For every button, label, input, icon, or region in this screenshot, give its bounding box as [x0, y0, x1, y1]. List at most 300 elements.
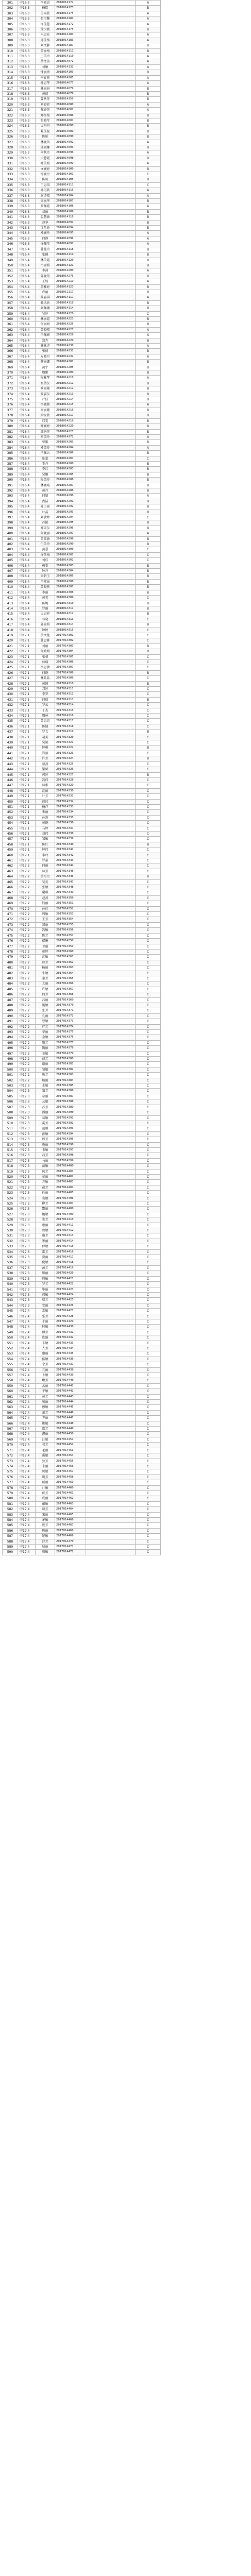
grade-cell: C: [136, 1357, 161, 1362]
student-id-cell: 2017014417: [55, 1255, 86, 1260]
class-cell: 中17.2: [18, 939, 36, 944]
class-cell: 中16.4: [18, 574, 36, 579]
row-number-cell: 356: [3, 295, 18, 300]
grade-cell: A: [136, 445, 161, 450]
class-cell: 中16.4: [18, 467, 36, 472]
student-id-cell: 2017014451: [55, 1437, 86, 1442]
table-row: [3, 81, 161, 86]
table-row: [3, 166, 161, 172]
grade-cell: B: [136, 397, 161, 402]
student-id-cell: 2018014079: [55, 91, 86, 96]
student-id-cell: 2017014310: [55, 681, 86, 686]
table-row: [3, 1121, 161, 1126]
class-cell: 中16.4: [18, 558, 36, 563]
row-number-cell: 564: [3, 1410, 18, 1415]
row-number-cell: 362: [3, 327, 18, 332]
row-number-cell: 314: [3, 70, 18, 75]
row-number-cell: 538: [3, 1271, 18, 1276]
blank-cell: [86, 1244, 136, 1249]
grade-cell: C: [136, 885, 161, 890]
student-name-cell: 许芳: [36, 756, 55, 761]
student-name-cell: 黄慧: [36, 547, 55, 552]
table-row: [3, 1383, 161, 1388]
table-row: [3, 418, 161, 423]
grade-cell: A: [136, 64, 161, 70]
grade-cell: C: [136, 659, 161, 665]
row-number-cell: 575: [3, 1469, 18, 1475]
student-name-cell: 茅敏: [36, 1517, 55, 1522]
blank-cell: [86, 1105, 136, 1110]
blank-cell: [86, 542, 136, 547]
grade-cell: B: [136, 300, 161, 306]
blank-cell: [86, 1464, 136, 1469]
student-id-cell: 2017014447: [55, 1416, 86, 1421]
student-id-cell: 2017014351: [55, 901, 86, 906]
grade-cell: C: [136, 1394, 161, 1399]
row-number-cell: 370: [3, 370, 18, 376]
class-cell: 中17.1: [18, 821, 36, 826]
row-number-cell: 381: [3, 429, 18, 434]
table-row: [3, 1443, 161, 1448]
row-number-cell: 386: [3, 456, 18, 461]
grade-cell: A: [136, 188, 161, 193]
student-id-cell: 2017014365: [55, 976, 86, 981]
row-number-cell: 405: [3, 558, 18, 563]
student-name-cell: 吴英: [36, 879, 55, 885]
row-number-cell: 534: [3, 1249, 18, 1255]
blank-cell: [86, 1030, 136, 1035]
student-name-cell: 郑毅: [36, 751, 55, 756]
student-id-cell: 2017014458: [55, 1475, 86, 1480]
grade-cell: B: [136, 643, 161, 649]
table-row: [3, 424, 161, 429]
class-cell: 中17.1: [18, 665, 36, 670]
table-row: [3, 1196, 161, 1201]
row-number-cell: 586: [3, 1528, 18, 1533]
blank-cell: [86, 515, 136, 520]
student-id-cell: 2017014433: [55, 1341, 86, 1346]
student-name-cell: 卫丽: [36, 944, 55, 949]
student-name-cell: 冯敏: [36, 928, 55, 933]
grade-cell: C: [136, 1512, 161, 1517]
table-row: [3, 1469, 161, 1475]
student-id-cell: 2018014121: [55, 263, 86, 268]
grade-cell: C: [136, 1228, 161, 1233]
row-number-cell: 460: [3, 853, 18, 858]
student-id-cell: 2017014397: [55, 1147, 86, 1153]
blank-cell: [86, 901, 136, 906]
blank-cell: [86, 761, 136, 767]
row-number-cell: 521: [3, 1180, 18, 1185]
grade-cell: C: [136, 1094, 161, 1099]
blank-cell: [86, 1147, 136, 1153]
student-id-cell: 2018014132: [55, 64, 86, 70]
grade-cell: C: [136, 1459, 161, 1464]
row-number-cell: 513: [3, 1137, 18, 1142]
class-cell: 中17.2: [18, 987, 36, 992]
student-id-cell: 2017014393: [55, 1126, 86, 1131]
class-cell: 中17.1: [18, 799, 36, 804]
row-number-cell: 387: [3, 461, 18, 466]
grade-cell: B: [136, 730, 161, 735]
row-number-cell: 390: [3, 478, 18, 483]
table-row: [3, 708, 161, 713]
grade-cell: B: [136, 220, 161, 225]
student-id-cell: 2017014315: [55, 708, 86, 713]
table-row: [3, 268, 161, 274]
blank-cell: [86, 306, 136, 311]
student-id-cell: 2018014288: [55, 488, 86, 493]
table-row: [3, 1057, 161, 1062]
class-cell: 中17.3: [18, 1147, 36, 1153]
student-id-cell: 2017014429: [55, 1319, 86, 1324]
blank-cell: [86, 1330, 136, 1335]
row-number-cell: 583: [3, 1512, 18, 1517]
table-row: [3, 300, 161, 306]
student-name-cell: 许冬梅: [36, 552, 55, 557]
grade-cell: C: [136, 1319, 161, 1324]
table-row: [3, 794, 161, 799]
blank-cell: [86, 1003, 136, 1008]
row-number-cell: 407: [3, 569, 18, 574]
blank-cell: [86, 1400, 136, 1405]
grade-cell: B: [136, 386, 161, 392]
blank-cell: [86, 478, 136, 483]
class-cell: 中16.3: [18, 1, 36, 6]
student-id-cell: 2018014117: [55, 295, 86, 300]
row-number-cell: 562: [3, 1400, 18, 1405]
grade-cell: C: [136, 1517, 161, 1522]
student-id-cell: 2018014097: [55, 242, 86, 247]
class-cell: 中17.2: [18, 901, 36, 906]
blank-cell: [86, 418, 136, 423]
row-number-cell: 581: [3, 1501, 18, 1506]
blank-cell: [86, 676, 136, 681]
class-cell: 中17.4: [18, 1545, 36, 1550]
student-name-cell: 黄丹丹: [36, 874, 55, 879]
class-cell: 中17.2: [18, 1035, 36, 1040]
blank-cell: [86, 751, 136, 756]
blank-cell: [86, 226, 136, 231]
student-name-cell: 魏紫: [36, 370, 55, 376]
row-number-cell: 388: [3, 467, 18, 472]
grade-cell: C: [136, 837, 161, 842]
grade-cell: B: [136, 177, 161, 182]
student-name-cell: 陈妙苑: [36, 108, 55, 113]
blank-cell: [86, 1217, 136, 1223]
blank-cell: [86, 756, 136, 761]
blank-cell: [86, 1013, 136, 1019]
grade-cell: C: [136, 906, 161, 911]
blank-cell: [86, 719, 136, 724]
class-cell: 中16.4: [18, 258, 36, 263]
grade-cell: C: [136, 1233, 161, 1239]
grade-cell: C: [136, 1330, 161, 1335]
grade-cell: B: [136, 440, 161, 445]
student-name-cell: 沈敏: [36, 955, 55, 960]
table-row: [3, 1485, 161, 1490]
blank-cell: [86, 349, 136, 354]
student-name-cell: 刘敏: [36, 64, 55, 70]
blank-cell: [86, 1437, 136, 1442]
grade-cell: C: [136, 1067, 161, 1072]
student-name-cell: 梁丽华: [36, 199, 55, 204]
student-id-cell: 2017014404: [55, 1185, 86, 1190]
class-cell: 中17.4: [18, 1459, 36, 1464]
student-id-cell: 2018014294: [55, 515, 86, 520]
blank-cell: [86, 327, 136, 332]
student-name-cell: 陈娇: [36, 134, 55, 140]
blank-cell: [86, 890, 136, 895]
student-name-cell: 王美玲: [36, 54, 55, 59]
student-id-cell: 2017014384: [55, 1078, 86, 1083]
student-id-cell: 2018014109: [55, 209, 86, 214]
class-cell: 中16.3: [18, 16, 36, 22]
student-id-cell: 2018014311: [55, 606, 86, 611]
blank-cell: [86, 842, 136, 847]
class-cell: 中17.1: [18, 697, 36, 702]
student-id-cell: 2017014394: [55, 1131, 86, 1137]
class-cell: 中16.4: [18, 440, 36, 445]
student-name-cell: 邵芳: [36, 1427, 55, 1432]
table-row: [3, 767, 161, 772]
table-row: [3, 853, 161, 858]
table-row: [3, 1357, 161, 1362]
blank-cell: [86, 949, 136, 954]
row-number-cell: 313: [3, 64, 18, 70]
blank-cell: [86, 1490, 136, 1496]
blank-cell: [86, 826, 136, 831]
blank-cell: [86, 1394, 136, 1399]
student-name-cell: 邓美玲: [36, 445, 55, 450]
student-name-cell: 韩冰: [36, 799, 55, 804]
class-cell: 中16.4: [18, 451, 36, 456]
row-number-cell: 543: [3, 1298, 18, 1303]
class-cell: 中17.3: [18, 1115, 36, 1121]
grade-cell: B: [136, 569, 161, 574]
blank-cell: [86, 108, 136, 113]
row-number-cell: 576: [3, 1475, 18, 1480]
grade-cell: C: [136, 182, 161, 188]
table-row: [3, 1378, 161, 1383]
row-number-cell: 382: [3, 434, 18, 439]
student-name-cell: 鲁丽: [36, 1142, 55, 1147]
grade-cell: C: [136, 714, 161, 719]
student-id-cell: 2017014359: [55, 944, 86, 949]
blank-cell: [86, 172, 136, 177]
grade-cell: B: [136, 579, 161, 584]
grade-cell: A: [136, 22, 161, 27]
row-number-cell: 403: [3, 547, 18, 552]
class-cell: 中16.4: [18, 370, 36, 376]
student-id-cell: 2018014096: [55, 236, 86, 241]
table-row: [3, 1180, 161, 1185]
blank-cell: [86, 885, 136, 890]
row-number-cell: 458: [3, 842, 18, 847]
grade-cell: C: [136, 1346, 161, 1351]
table-row: [3, 612, 161, 617]
class-cell: 中17.1: [18, 788, 36, 793]
student-name-cell: 屈丽: [36, 1545, 55, 1550]
student-id-cell: 2017014306: [55, 659, 86, 665]
table-row: [3, 295, 161, 300]
student-id-cell: 2017014387: [55, 1094, 86, 1099]
blank-cell: [86, 563, 136, 568]
student-name-cell: 赵华: [36, 220, 55, 225]
class-cell: 中17.2: [18, 976, 36, 981]
student-id-cell: 2017014364: [55, 971, 86, 976]
grade-cell: C: [136, 676, 161, 681]
grade-cell: C: [136, 1528, 161, 1533]
table-row: [3, 874, 161, 879]
grade-cell: A: [136, 204, 161, 209]
class-cell: 中17.3: [18, 1228, 36, 1233]
grade-cell: A: [136, 161, 161, 166]
table-row: [3, 912, 161, 917]
student-id-cell: 2018014306: [55, 579, 86, 584]
grade-cell: B: [136, 842, 161, 847]
student-id-cell: 2017014391: [55, 1115, 86, 1121]
blank-cell: [86, 960, 136, 965]
table-row: [3, 761, 161, 767]
student-name-cell: 水敏: [36, 1083, 55, 1089]
grade-cell: B: [136, 488, 161, 493]
table-row: [3, 617, 161, 622]
class-cell: 中17.2: [18, 917, 36, 922]
row-number-cell: 340: [3, 209, 18, 214]
student-id-cell: 2017014459: [55, 1480, 86, 1485]
student-name-cell: 蔡丽娜: [36, 360, 55, 365]
table-row: [3, 1432, 161, 1437]
student-name-cell: 钱丽: [36, 901, 55, 906]
student-id-cell: 2017014420: [55, 1271, 86, 1276]
row-number-cell: 438: [3, 735, 18, 740]
class-cell: 中17.2: [18, 960, 36, 965]
blank-cell: [86, 687, 136, 692]
blank-cell: [86, 429, 136, 434]
student-name-cell: 曾紫: [36, 440, 55, 445]
table-row: [3, 354, 161, 359]
blank-cell: [86, 102, 136, 107]
grade-cell: C: [136, 1410, 161, 1415]
table-row: [3, 204, 161, 209]
student-name-cell: 韩芳: [36, 960, 55, 965]
grade-cell: C: [136, 1255, 161, 1260]
class-cell: 中16.4: [18, 434, 36, 439]
table-row: [3, 1496, 161, 1501]
grade-cell: C: [136, 1341, 161, 1346]
student-name-cell: 曹敏: [36, 1019, 55, 1024]
row-number-cell: 590: [3, 1550, 18, 1555]
table-row: [3, 327, 161, 332]
blank-cell: [86, 1367, 136, 1372]
student-id-cell: 2018014118: [55, 247, 86, 252]
table-row: [3, 992, 161, 997]
grade-cell: C: [136, 1099, 161, 1105]
blank-cell: [86, 601, 136, 606]
blank-cell: [86, 402, 136, 408]
table-row: [3, 810, 161, 815]
blank-cell: [86, 316, 136, 321]
class-cell: 中16.4: [18, 322, 36, 327]
table-row: [3, 1490, 161, 1496]
student-name-cell: 穆敏: [36, 1405, 55, 1410]
row-number-cell: 323: [3, 118, 18, 123]
table-row: [3, 290, 161, 295]
blank-cell: [86, 992, 136, 997]
student-id-cell: 2017014375: [55, 1030, 86, 1035]
blank-cell: [86, 456, 136, 461]
student-name-cell: 王绮: [36, 279, 55, 284]
class-cell: 中17.2: [18, 1024, 36, 1029]
row-number-cell: 502: [3, 1078, 18, 1083]
table-row: [3, 322, 161, 327]
table-row: [3, 247, 161, 252]
student-name-cell: 孟丽: [36, 1383, 55, 1388]
student-id-cell: 2018014287: [55, 483, 86, 488]
student-id-cell: 2017014400: [55, 1164, 86, 1169]
blank-cell: [86, 1115, 136, 1121]
class-cell: 中16.4: [18, 349, 36, 354]
student-id-cell: 2017014316: [55, 714, 86, 719]
grade-cell: C: [136, 826, 161, 831]
student-id-cell: 2018014187: [55, 43, 86, 48]
table-row: [3, 922, 161, 927]
row-number-cell: 449: [3, 794, 18, 799]
grade-cell: A: [136, 32, 161, 38]
blank-cell: [86, 1212, 136, 1217]
table-row: [3, 552, 161, 557]
table-row: [3, 27, 161, 32]
student-id-cell: 2018014115: [55, 188, 86, 193]
row-number-cell: 439: [3, 740, 18, 745]
student-name-cell: 柏丽: [36, 1078, 55, 1083]
student-name-cell: 李红: [36, 467, 55, 472]
row-number-cell: 308: [3, 38, 18, 43]
grade-cell: C: [136, 1057, 161, 1062]
student-name-cell: 叶婉婷: [36, 424, 55, 429]
student-name-cell: 古洁: [36, 499, 55, 504]
row-number-cell: 474: [3, 928, 18, 933]
row-number-cell: 557: [3, 1373, 18, 1378]
student-name-cell: 魏芳: [36, 1040, 55, 1045]
grade-cell: C: [136, 949, 161, 954]
student-id-cell: 2017014428: [55, 1314, 86, 1319]
row-number-cell: 550: [3, 1335, 18, 1341]
student-name-cell: 谢诗晴: [36, 193, 55, 198]
class-cell: 中17.2: [18, 1008, 36, 1013]
grade-cell: C: [136, 1325, 161, 1330]
class-cell: 中17.4: [18, 1550, 36, 1555]
row-number-cell: 321: [3, 108, 18, 113]
student-id-cell: 2017014422: [55, 1282, 86, 1287]
blank-cell: [86, 38, 136, 43]
row-number-cell: 512: [3, 1131, 18, 1137]
blank-cell: [86, 59, 136, 64]
blank-cell: [86, 1019, 136, 1024]
blank-cell: [86, 279, 136, 284]
row-number-cell: 414: [3, 606, 18, 611]
class-cell: 中16.4: [18, 472, 36, 477]
student-id-cell: 2017014372: [55, 1013, 86, 1019]
blank-cell: [86, 955, 136, 960]
student-id-cell: 2018014159: [55, 97, 86, 102]
blank-cell: [86, 483, 136, 488]
student-name-cell: 袁敏: [36, 1196, 55, 1201]
student-name-cell: 张佩: [36, 252, 55, 258]
class-cell: 中17.4: [18, 1448, 36, 1453]
class-cell: 中17.4: [18, 1309, 36, 1314]
